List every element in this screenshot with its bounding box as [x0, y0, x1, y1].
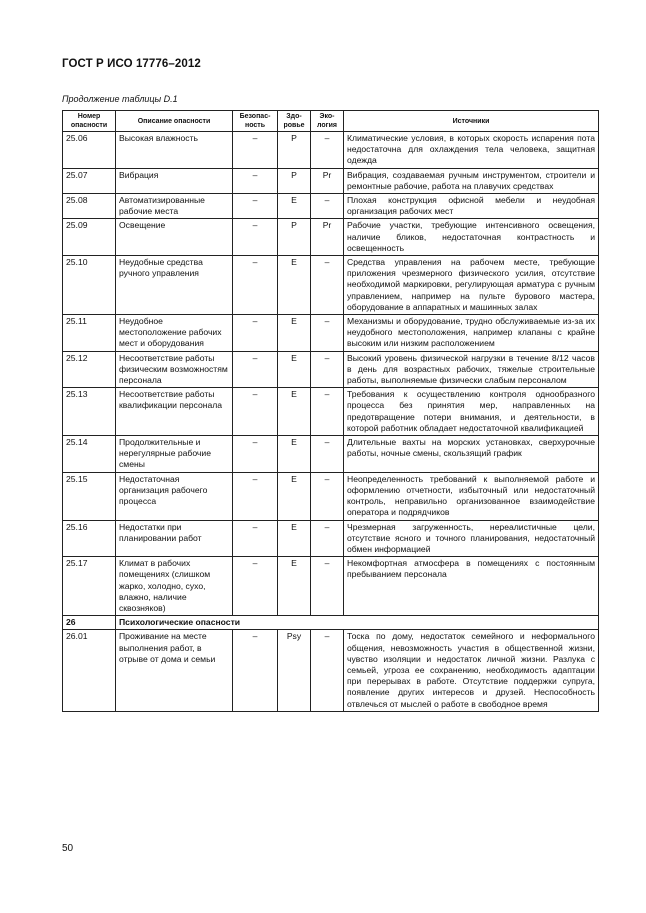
hazard-description: Недостаточная организация рабочего процесса — [116, 472, 233, 520]
table-row — [63, 520, 599, 557]
sources-cell: Высокий уровень физической нагрузки в течение 8/12 часов в день для возрастных рабочих, тяжелые строительные работы, выполняемые физически слабым персоналом — [344, 351, 599, 388]
hazard-description: Высокая влажность — [116, 132, 233, 169]
col-header-health: Здо-ровье — [278, 111, 311, 132]
safety-cell: – — [233, 557, 278, 616]
hazard-number: 25.07 — [63, 168, 116, 193]
table-header-row — [63, 111, 599, 132]
sources-cell: Вибрация, создаваемая ручным инструментом, строители и ремонтные рабочие, работа на плавучих средствах — [344, 168, 599, 193]
health-cell: E — [278, 520, 311, 557]
safety-cell: – — [233, 630, 278, 711]
ecology-cell: Pr — [311, 219, 344, 256]
hazard-description: Проживание на месте выполнения работ, в отрыве от дома и семьи — [116, 630, 233, 711]
table-row — [63, 630, 599, 711]
safety-cell: – — [233, 351, 278, 388]
table-row — [63, 351, 599, 388]
ecology-cell: – — [311, 557, 344, 616]
ecology-cell: – — [311, 315, 344, 352]
table-row — [63, 436, 599, 473]
safety-cell: – — [233, 520, 278, 557]
hazard-number: 25.11 — [63, 315, 116, 352]
sources-cell: Тоска по дому, недостаток семейного и неформального общения, невозможность участия в общественной жизни, чувство изоляции и недостаток личной жизни. Разлука с семьей, угроза ее сохранению, необходимость адаптации при перерывах в работе. Отсутствие поддержки супруга, появление других интересов и друзей. Неспособность отвлечься от мыслей о работе в свободное время — [344, 630, 599, 711]
safety-cell: – — [233, 436, 278, 473]
hazard-description: Неудобные средства ручного управления — [116, 256, 233, 315]
safety-cell: – — [233, 219, 278, 256]
hazard-description: Вибрация — [116, 168, 233, 193]
sources-cell: Чрезмерная загруженность, нереалистичные цели, отсутствие ясного и точного планирования, недостаточный обмен информацией — [344, 520, 599, 557]
table-row — [63, 194, 599, 219]
health-cell: E — [278, 557, 311, 616]
ecology-cell: – — [311, 472, 344, 520]
sources-cell: Неопределенность требований к выполняемой работе и оформлению отчетности, избыточный или недостаточный контроль, неправильно организованное взаимодействие оператора и подрядчиков — [344, 472, 599, 520]
ecology-cell: – — [311, 256, 344, 315]
hazard-number: 25.13 — [63, 388, 116, 436]
ecology-cell: – — [311, 388, 344, 436]
table-body — [63, 132, 599, 712]
sources-cell: Длительные вахты на морских установках, сверхурочные работы, ночные смены, скользящий график — [344, 436, 599, 473]
table-row — [63, 557, 599, 616]
sources-cell: Механизмы и оборудование, трудно обслуживаемые из-за их неудобного местоположения, например клапаны с крайне высоким или низким расположением — [344, 315, 599, 352]
section-number: 26 — [63, 616, 116, 630]
document-header: ГОСТ Р ИСО 17776–2012 — [62, 58, 201, 70]
safety-cell: – — [233, 194, 278, 219]
page-number: 50 — [62, 843, 74, 854]
safety-cell: – — [233, 388, 278, 436]
hazard-description: Автоматизированные рабочие места — [116, 194, 233, 219]
hazard-description: Климат в рабочих помещениях (слишком жарко, холодно, сухо, влажно, наличие сквозняков) — [116, 557, 233, 616]
health-cell: E — [278, 194, 311, 219]
hazard-number: 25.12 — [63, 351, 116, 388]
ecology-cell: – — [311, 132, 344, 169]
sources-cell: Плохая конструкция офисной мебели и неудобная организация рабочих мест — [344, 194, 599, 219]
health-cell: E — [278, 436, 311, 473]
table-row — [63, 132, 599, 169]
hazard-number: 25.14 — [63, 436, 116, 473]
col-header-ecology: Эко-логия — [311, 111, 344, 132]
hazard-number: 26.01 — [63, 630, 116, 711]
table-row — [63, 472, 599, 520]
table-row — [63, 168, 599, 193]
sources-cell: Некомфортная атмосфера в помещениях с постоянным пребыванием персонала — [344, 557, 599, 616]
hazard-table — [62, 110, 599, 712]
ecology-cell: – — [311, 194, 344, 219]
safety-cell: – — [233, 168, 278, 193]
sources-cell: Требования к осуществлению контроля однообразного процесса без принятия мер, направленных на предотвращение потери внимания, и деятельности, в которой работник обладает недостаточной квалификацией — [344, 388, 599, 436]
hazard-description: Неудобное местоположение рабочих мест и оборудования — [116, 315, 233, 352]
ecology-cell: Pr — [311, 168, 344, 193]
ecology-cell: – — [311, 436, 344, 473]
sources-cell: Рабочие участки, требующие интенсивного освещения, наличие бликов, недостаточная контрастность и освещенность — [344, 219, 599, 256]
safety-cell: – — [233, 315, 278, 352]
health-cell: P — [278, 132, 311, 169]
hazard-number: 25.09 — [63, 219, 116, 256]
table-row — [63, 315, 599, 352]
hazard-number: 25.16 — [63, 520, 116, 557]
hazard-description: Несоответствие работы физическим возможностям персонала — [116, 351, 233, 388]
health-cell: E — [278, 256, 311, 315]
health-cell: P — [278, 219, 311, 256]
health-cell: E — [278, 388, 311, 436]
health-cell: E — [278, 315, 311, 352]
health-cell: Psy — [278, 630, 311, 711]
hazard-description: Несоответствие работы квалификации персонала — [116, 388, 233, 436]
section-title: Психологические опасности — [116, 616, 599, 630]
col-header-sources: Источники — [344, 111, 599, 132]
hazard-description: Продолжительные и нерегулярные рабочие смены — [116, 436, 233, 473]
hazard-description: Освещение — [116, 219, 233, 256]
table-row — [63, 388, 599, 436]
ecology-cell: – — [311, 630, 344, 711]
col-header-safety: Безопас-ность — [233, 111, 278, 132]
col-header-description: Описание опасности — [116, 111, 233, 132]
hazard-number: 25.15 — [63, 472, 116, 520]
sources-cell: Средства управления на рабочем месте, требующие приложения чрезмерного физического усилия, отсутствие необходимой маркировки, регулирующая арматура с ручным управлением, например на пульте бурового мастера, оборудование в аппаратных и машинных залах — [344, 256, 599, 315]
ecology-cell: – — [311, 351, 344, 388]
safety-cell: – — [233, 132, 278, 169]
ecology-cell: – — [311, 520, 344, 557]
hazard-number: 25.08 — [63, 194, 116, 219]
hazard-number: 25.10 — [63, 256, 116, 315]
health-cell: E — [278, 351, 311, 388]
section-row — [63, 616, 599, 630]
col-header-number: Номер опасности — [63, 111, 116, 132]
safety-cell: – — [233, 256, 278, 315]
table-row — [63, 256, 599, 315]
health-cell: E — [278, 472, 311, 520]
table-row — [63, 219, 599, 256]
table-caption: Продолжение таблицы D.1 — [62, 94, 178, 104]
hazard-description: Недостатки при планировании работ — [116, 520, 233, 557]
health-cell: P — [278, 168, 311, 193]
hazard-number: 25.06 — [63, 132, 116, 169]
safety-cell: – — [233, 472, 278, 520]
sources-cell: Климатические условия, в которых скорость испарения пота недостаточна для охлаждения тела человека, защитная одежда — [344, 132, 599, 169]
hazard-number: 25.17 — [63, 557, 116, 616]
